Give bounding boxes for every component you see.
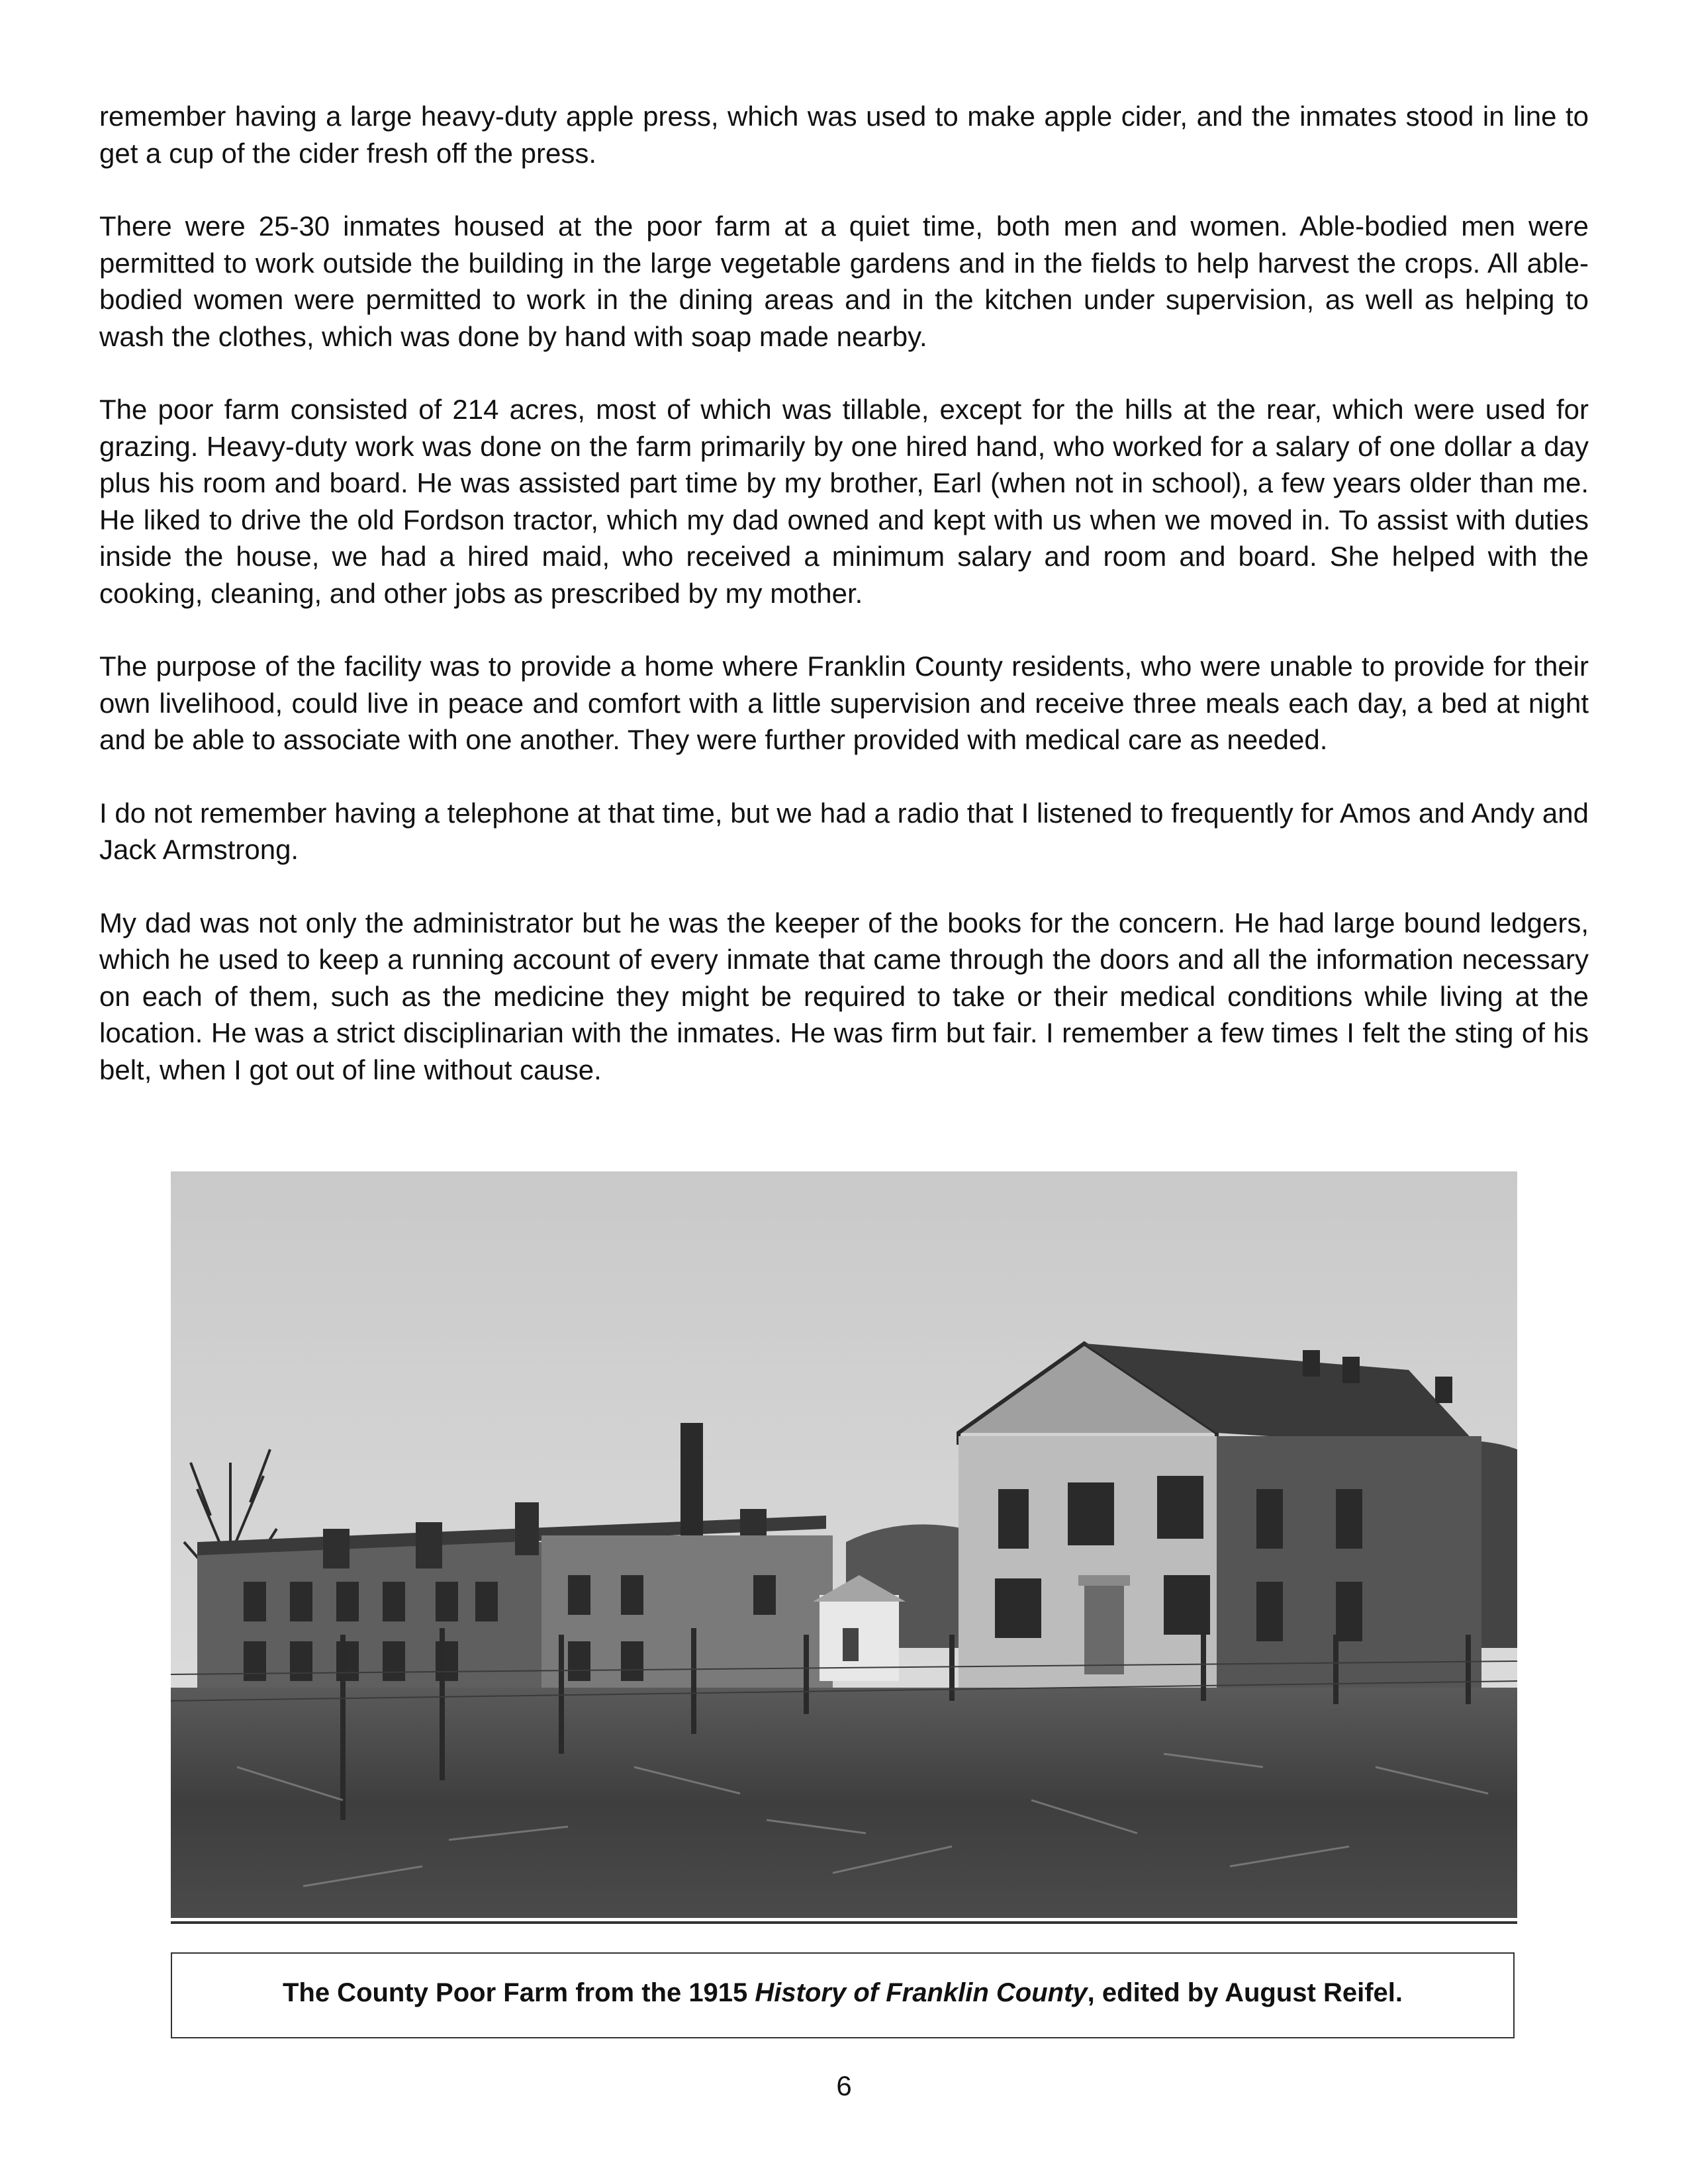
paragraph-inmates: There were 25-30 inmates housed at the poor farm at a quiet time, both men and women. Able-bodied men were permitted to work outside the building in the large vegetable gardens and in the fields to help harvest the crops. All able-bodied women were permitted to work in the dining areas and in the kitchen under supervision, as well as helping to wash the clothes, which was done by hand with soap made nearby. — [99, 210, 1589, 352]
caption-box — [171, 1952, 1515, 2038]
paragraph-farm-acres: The poor farm consisted of 214 acres, most of which was tillable, except for the hills at the rear, which were used for grazing. Heavy-duty work was done on the farm primarily by one hired hand, who worked for a salary of one dollar a day plus his room and board. He was assisted part time by my brother, Earl (when not in school), a few years older than me. He liked to drive the old Fordson tractor, which my dad owned and kept with us when we moved in. To assist with duties inside the house, we had a hired maid, who received a minimum salary and room and board. She helped with the cooking, cleaning, and other jobs as prescribed by my mother. — [99, 394, 1589, 609]
photo-bottom-rule — [171, 1921, 1517, 1924]
paragraph-radio: I do not remember having a telephone at that time, but we had a radio that I listened to frequently for Amos and Andy and Jack Armstrong. — [99, 797, 1589, 865]
page-number: 6 — [836, 2070, 852, 2101]
paragraph-purpose: The purpose of the facility was to provide a home where Franklin County residents, who were unable to provide for their own livelihood, could live in peace and comfort with a little supervision and receive three meals each day, a bed at night and be able to associate with one another. They were further provided with medical care as needed. — [99, 651, 1589, 755]
body-text — [99, 98, 1589, 1124]
photo-caption — [172, 1976, 1513, 2009]
poor-farm-photograph — [171, 1171, 1517, 1918]
paragraph-administrator: My dad was not only the administrator but he was the keeper of the books for the concern. He had large bound ledgers, which he used to keep a running account of every inmate that came through the doors and all the information necessary on each of them, such as the medicine they might be required to take or their medical conditions while living at the location. He was a strict disciplinarian with the inmates. He was firm but fair. I remember a few times I felt the sting of his belt, when I got out of line without cause. — [99, 907, 1589, 1085]
paragraph-apple-press: remember having a large heavy-duty apple press, which was used to make apple cider, and the inmates stood in line to get a cup of the cider fresh off the press. — [99, 101, 1589, 169]
caption-suffix: , edited by August Reifel. — [1087, 1978, 1403, 2007]
caption-book-title: History of Franklin County — [755, 1978, 1088, 2007]
caption-prefix: The County Poor Farm from the 1915 — [282, 1978, 755, 2007]
